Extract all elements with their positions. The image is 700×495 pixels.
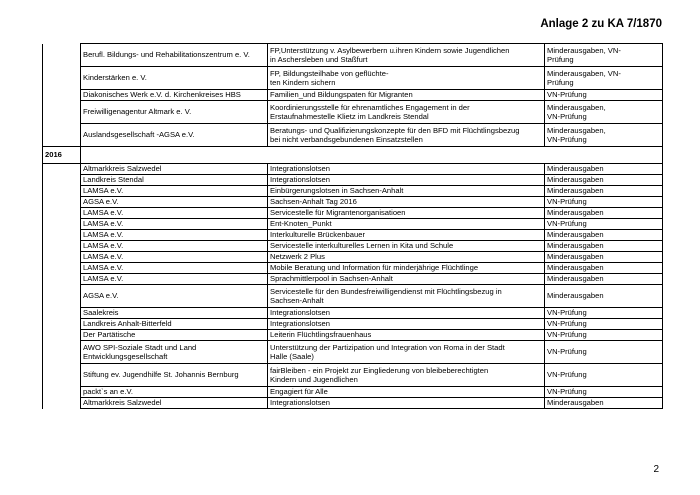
year-cell-empty <box>43 44 81 67</box>
project-cell: Integrationslotsen <box>268 319 545 330</box>
table-row <box>43 67 663 90</box>
project-cell: Familien_und Bildungspaten für Migranten <box>268 90 545 101</box>
table-row <box>43 175 663 186</box>
year-row <box>43 147 663 164</box>
organization-cell: AWO SPI-Soziale Stadt und Land Entwicklungsgesellschaft <box>81 341 268 364</box>
year-cell-empty <box>43 67 81 90</box>
table-row <box>43 44 663 67</box>
year-cell-empty <box>43 208 81 219</box>
project-cell: FP,Unterstützung v. Asylbewerbern u.ihren Kindern sowie Jugendlichen in Aschersleben und Staßfurt <box>268 44 545 67</box>
organization-cell: Auslandsgesellschaft -AGSA e.V. <box>81 124 268 147</box>
project-cell: Servicestelle für den Bundesfreiwilligendienst mit Flüchtlingsbezug in Sachsen-Anhalt <box>268 285 545 308</box>
year-cell-empty <box>43 197 81 208</box>
organization-cell: LAMSA e.V. <box>81 274 268 285</box>
year-cell-empty <box>43 364 81 387</box>
year-cell-empty <box>43 124 81 147</box>
page-number: 2 <box>653 464 659 475</box>
status-cell: Minderausgaben, VN-Prüfung <box>545 101 663 124</box>
year-cell-empty <box>43 90 81 101</box>
project-cell: Sprachmittlerpool in Sachsen-Anhalt <box>268 274 545 285</box>
status-cell: Minderausgaben, VN- Prüfung <box>545 67 663 90</box>
year-cell-empty <box>43 319 81 330</box>
table-row <box>43 252 663 263</box>
table-row <box>43 164 663 175</box>
table-row <box>43 219 663 230</box>
year-cell-empty <box>43 308 81 319</box>
status-cell: VN-Prüfung <box>545 330 663 341</box>
status-cell: Minderausgaben <box>545 241 663 252</box>
table-row <box>43 101 663 124</box>
table-row <box>43 274 663 285</box>
status-cell: Minderausgaben <box>545 230 663 241</box>
status-cell: Minderausgaben <box>545 208 663 219</box>
year-cell-empty <box>43 186 81 197</box>
table-row <box>43 197 663 208</box>
organization-cell: LAMSA e.V. <box>81 208 268 219</box>
year-cell-empty <box>43 230 81 241</box>
year-label: 2016 <box>43 147 81 164</box>
project-cell: Beratungs- und Qualifizierungskonzepte für den BFD mit Flüchtlingsbezug bei nicht verbandsgebundenen Einsatzstellen <box>268 124 545 147</box>
status-cell: VN-Prüfung <box>545 219 663 230</box>
organization-cell: AGSA e.V. <box>81 285 268 308</box>
document-header: Anlage 2 zu KA 7/1870 <box>540 18 662 30</box>
year-cell-empty <box>43 164 81 175</box>
year-cell-empty <box>43 252 81 263</box>
organization-cell: Saalekreis <box>81 308 268 319</box>
status-cell: VN-Prüfung <box>545 319 663 330</box>
status-cell: Minderausgaben <box>545 285 663 308</box>
table-row <box>43 308 663 319</box>
organization-cell: LAMSA e.V. <box>81 241 268 252</box>
project-cell: Engagiert für Alle <box>268 387 545 398</box>
status-cell: Minderausgaben <box>545 252 663 263</box>
status-cell: Minderausgaben, VN- Prüfung <box>545 44 663 67</box>
table-row <box>43 263 663 274</box>
table-row <box>43 241 663 252</box>
project-cell: Sachsen-Anhalt Tag 2016 <box>268 197 545 208</box>
status-cell: VN-Prüfung <box>545 341 663 364</box>
project-cell: Integrationslotsen <box>268 164 545 175</box>
status-cell: Minderausgaben <box>545 186 663 197</box>
project-cell: Mobile Beratung und Information für minderjährige Flüchtlinge <box>268 263 545 274</box>
table-row <box>43 230 663 241</box>
project-cell: Koordinierungsstelle für ehrenamtliches Engagement in der Erstaufnahmestelle Klietz im Landkreis Stendal <box>268 101 545 124</box>
project-cell: Unterstützung der Partizipation und Integration von Roma in der Stadt Halle (Saale) <box>268 341 545 364</box>
table-row <box>43 186 663 197</box>
status-cell: Minderausgaben <box>545 274 663 285</box>
project-cell: Integrationslotsen <box>268 398 545 409</box>
project-cell: Einbürgerungslotsen in Sachsen-Anhalt <box>268 186 545 197</box>
table-row <box>43 90 663 101</box>
project-cell: FP, Bildungsteilhabe von geflüchte- ten Kindern sichern <box>268 67 545 90</box>
status-cell: Minderausgaben <box>545 263 663 274</box>
project-cell: Servicestelle interkulturelles Lernen in Kita und Schule <box>268 241 545 252</box>
organization-cell: packt`s an e.V. <box>81 387 268 398</box>
organization-cell: AGSA e.V. <box>81 197 268 208</box>
organization-cell: Freiwilligenagentur Altmark e. V. <box>81 101 268 124</box>
project-cell: Integrationslotsen <box>268 308 545 319</box>
funding-table-body <box>43 44 663 409</box>
table-row <box>43 398 663 409</box>
table-row <box>43 364 663 387</box>
table-row <box>43 387 663 398</box>
year-cell-empty <box>43 274 81 285</box>
project-cell: Netzwerk 2 Plus <box>268 252 545 263</box>
status-cell: VN-Prüfung <box>545 308 663 319</box>
organization-cell: Der Partätische <box>81 330 268 341</box>
year-cell-empty <box>43 398 81 409</box>
status-cell: Minderausgaben <box>545 175 663 186</box>
year-cell-empty <box>43 330 81 341</box>
year-row-empty <box>81 147 663 164</box>
organization-cell: Altmarkkreis Salzwedel <box>81 164 268 175</box>
status-cell: VN-Prüfung <box>545 90 663 101</box>
year-cell-empty <box>43 387 81 398</box>
year-cell-empty <box>43 263 81 274</box>
organization-cell: LAMSA e.V. <box>81 186 268 197</box>
organization-cell: LAMSA e.V. <box>81 252 268 263</box>
table-row <box>43 319 663 330</box>
organization-cell: Diakonisches Werk e.V. d. Kirchenkreises HBS <box>81 90 268 101</box>
project-cell: Integrationslotsen <box>268 175 545 186</box>
project-cell: Leiterin Flüchtlingsfrauenhaus <box>268 330 545 341</box>
organization-cell: Altmarkkreis Salzwedel <box>81 398 268 409</box>
project-cell: Ent-Knoten_Punkt <box>268 219 545 230</box>
organization-cell: Landkreis Anhalt-Bitterfeld <box>81 319 268 330</box>
status-cell: Minderausgaben <box>545 398 663 409</box>
table-row <box>43 285 663 308</box>
organization-cell: Landkreis Stendal <box>81 175 268 186</box>
funding-table <box>42 43 663 409</box>
year-cell-empty <box>43 175 81 186</box>
table-row <box>43 341 663 364</box>
status-cell: VN-Prüfung <box>545 364 663 387</box>
status-cell: VN-Prüfung <box>545 387 663 398</box>
table-row <box>43 330 663 341</box>
organization-cell: Stiftung ev. Jugendhilfe St. Johannis Bernburg <box>81 364 268 387</box>
year-cell-empty <box>43 341 81 364</box>
organization-cell: LAMSA e.V. <box>81 263 268 274</box>
year-cell-empty <box>43 219 81 230</box>
status-cell: Minderausgaben <box>545 164 663 175</box>
project-cell: Servicestelle für Migrantenorganisatioen <box>268 208 545 219</box>
year-cell-empty <box>43 241 81 252</box>
year-cell-empty <box>43 285 81 308</box>
year-cell-empty <box>43 101 81 124</box>
status-cell: VN-Prüfung <box>545 197 663 208</box>
table-row <box>43 208 663 219</box>
organization-cell: Kinderstärken e. V. <box>81 67 268 90</box>
status-cell: Minderausgaben, VN-Prüfung <box>545 124 663 147</box>
table-row <box>43 124 663 147</box>
organization-cell: Berufl. Bildungs- und Rehabilitationszentrum e. V. <box>81 44 268 67</box>
project-cell: fairBleiben - ein Projekt zur Eingliederung von bleibeberechtigten Kindern und Jugendlichen <box>268 364 545 387</box>
project-cell: Interkulturelle Brückenbauer <box>268 230 545 241</box>
organization-cell: LAMSA e.V. <box>81 219 268 230</box>
organization-cell: LAMSA e.V. <box>81 230 268 241</box>
